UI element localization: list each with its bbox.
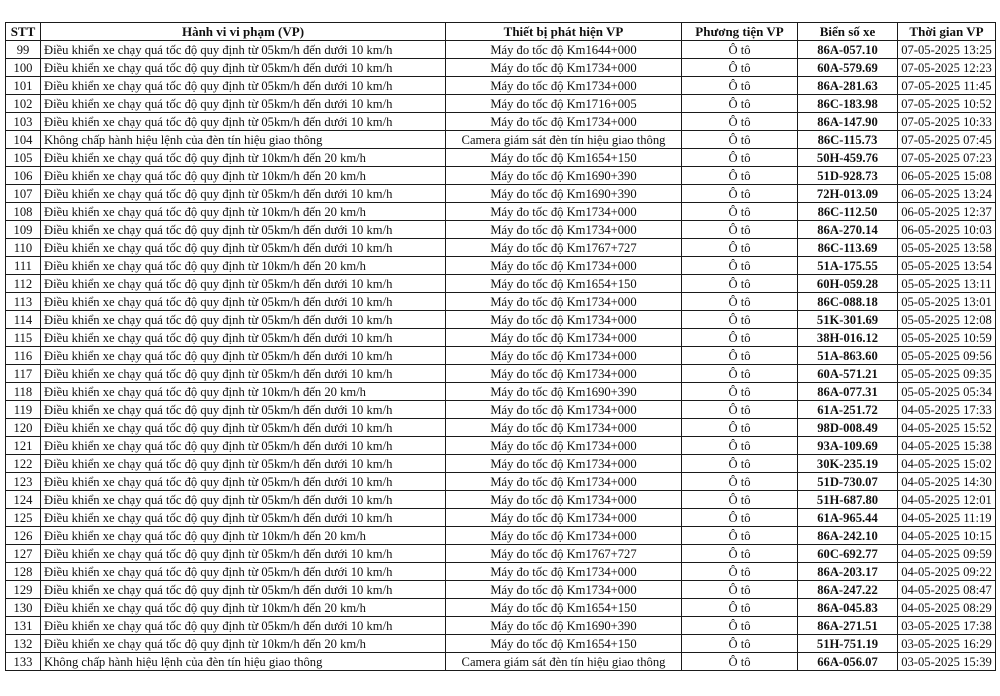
- cell-violation: Điều khiển xe chạy quá tốc độ quy định từ 05km/h đến dưới 10 km/h: [41, 419, 446, 437]
- cell-stt: 126: [6, 527, 41, 545]
- cell-time: 04-05-2025 15:38: [898, 437, 996, 455]
- table-row: [6, 653, 996, 671]
- cell-plate: 51H-751.19: [798, 635, 898, 653]
- cell-plate: 30K-235.19: [798, 455, 898, 473]
- cell-stt: 119: [6, 401, 41, 419]
- cell-vehicle: Ô tô: [682, 581, 798, 599]
- cell-stt: 107: [6, 185, 41, 203]
- cell-time: 04-05-2025 15:02: [898, 455, 996, 473]
- cell-device: Máy đo tốc độ Km1734+000: [446, 59, 682, 77]
- cell-stt: 125: [6, 509, 41, 527]
- cell-violation: Điều khiển xe chạy quá tốc độ quy định từ 05km/h đến dưới 10 km/h: [41, 221, 446, 239]
- cell-device: Máy đo tốc độ Km1734+000: [446, 401, 682, 419]
- cell-time: 04-05-2025 12:01: [898, 491, 996, 509]
- cell-vehicle: Ô tô: [682, 527, 798, 545]
- table-row: [6, 131, 996, 149]
- cell-vehicle: Ô tô: [682, 77, 798, 95]
- cell-device: Máy đo tốc độ Km1734+000: [446, 77, 682, 95]
- table-row: [6, 293, 996, 311]
- cell-vehicle: Ô tô: [682, 95, 798, 113]
- cell-vehicle: Ô tô: [682, 563, 798, 581]
- cell-plate: 72H-013.09: [798, 185, 898, 203]
- cell-stt: 110: [6, 239, 41, 257]
- cell-stt: 113: [6, 293, 41, 311]
- table-row: [6, 59, 996, 77]
- cell-time: 06-05-2025 15:08: [898, 167, 996, 185]
- table-row: [6, 185, 996, 203]
- cell-plate: 61A-251.72: [798, 401, 898, 419]
- cell-plate: 51D-928.73: [798, 167, 898, 185]
- cell-device: Máy đo tốc độ Km1734+000: [446, 455, 682, 473]
- table-row: [6, 275, 996, 293]
- cell-stt: 103: [6, 113, 41, 131]
- cell-violation: Điều khiển xe chạy quá tốc độ quy định từ 05km/h đến dưới 10 km/h: [41, 293, 446, 311]
- cell-time: 07-05-2025 12:23: [898, 59, 996, 77]
- cell-time: 07-05-2025 13:25: [898, 41, 996, 59]
- cell-stt: 131: [6, 617, 41, 635]
- table-row: [6, 419, 996, 437]
- cell-vehicle: Ô tô: [682, 545, 798, 563]
- cell-device: Máy đo tốc độ Km1734+000: [446, 113, 682, 131]
- cell-plate: 38H-016.12: [798, 329, 898, 347]
- cell-plate: 93A-109.69: [798, 437, 898, 455]
- cell-stt: 101: [6, 77, 41, 95]
- cell-violation: Điều khiển xe chạy quá tốc độ quy định từ 05km/h đến dưới 10 km/h: [41, 59, 446, 77]
- cell-stt: 115: [6, 329, 41, 347]
- cell-plate: 60H-059.28: [798, 275, 898, 293]
- cell-time: 04-05-2025 11:19: [898, 509, 996, 527]
- cell-device: Máy đo tốc độ Km1690+390: [446, 185, 682, 203]
- table-row: [6, 347, 996, 365]
- table-row: [6, 581, 996, 599]
- cell-time: 04-05-2025 17:33: [898, 401, 996, 419]
- table-row: [6, 617, 996, 635]
- cell-time: 05-05-2025 13:54: [898, 257, 996, 275]
- cell-device: Máy đo tốc độ Km1734+000: [446, 563, 682, 581]
- cell-stt: 128: [6, 563, 41, 581]
- cell-device: Máy đo tốc độ Km1734+000: [446, 347, 682, 365]
- cell-vehicle: Ô tô: [682, 275, 798, 293]
- cell-time: 05-05-2025 09:56: [898, 347, 996, 365]
- cell-violation: Điều khiển xe chạy quá tốc độ quy định từ 10km/h đến 20 km/h: [41, 149, 446, 167]
- cell-stt: 99: [6, 41, 41, 59]
- cell-time: 07-05-2025 10:52: [898, 95, 996, 113]
- cell-vehicle: Ô tô: [682, 311, 798, 329]
- cell-vehicle: Ô tô: [682, 221, 798, 239]
- cell-device: Máy đo tốc độ Km1690+390: [446, 383, 682, 401]
- cell-time: 05-05-2025 09:35: [898, 365, 996, 383]
- cell-violation: Điều khiển xe chạy quá tốc độ quy định từ 05km/h đến dưới 10 km/h: [41, 401, 446, 419]
- cell-device: Máy đo tốc độ Km1654+150: [446, 635, 682, 653]
- cell-vehicle: Ô tô: [682, 635, 798, 653]
- header-violation: Hành vi vi phạm (VP): [41, 23, 446, 41]
- cell-stt: 127: [6, 545, 41, 563]
- cell-violation: Điều khiển xe chạy quá tốc độ quy định từ 05km/h đến dưới 10 km/h: [41, 365, 446, 383]
- table-row: [6, 527, 996, 545]
- cell-stt: 123: [6, 473, 41, 491]
- cell-time: 05-05-2025 05:34: [898, 383, 996, 401]
- cell-violation: Điều khiển xe chạy quá tốc độ quy định từ 05km/h đến dưới 10 km/h: [41, 239, 446, 257]
- cell-device: Máy đo tốc độ Km1654+150: [446, 599, 682, 617]
- cell-violation: Điều khiển xe chạy quá tốc độ quy định từ 05km/h đến dưới 10 km/h: [41, 455, 446, 473]
- cell-violation: Điều khiển xe chạy quá tốc độ quy định từ 05km/h đến dưới 10 km/h: [41, 113, 446, 131]
- cell-device: Máy đo tốc độ Km1644+000: [446, 41, 682, 59]
- table-row: [6, 41, 996, 59]
- violations-table-wrapper: [5, 22, 996, 671]
- cell-violation: Điều khiển xe chạy quá tốc độ quy định từ 05km/h đến dưới 10 km/h: [41, 545, 446, 563]
- table-row: [6, 455, 996, 473]
- table-row: [6, 257, 996, 275]
- cell-violation: Điều khiển xe chạy quá tốc độ quy định từ 05km/h đến dưới 10 km/h: [41, 617, 446, 635]
- cell-device: Máy đo tốc độ Km1654+150: [446, 149, 682, 167]
- cell-vehicle: Ô tô: [682, 167, 798, 185]
- cell-stt: 111: [6, 257, 41, 275]
- cell-plate: 60A-571.21: [798, 365, 898, 383]
- cell-violation: Điều khiển xe chạy quá tốc độ quy định từ 10km/h đến 20 km/h: [41, 527, 446, 545]
- cell-vehicle: Ô tô: [682, 455, 798, 473]
- cell-device: Máy đo tốc độ Km1767+727: [446, 239, 682, 257]
- cell-vehicle: Ô tô: [682, 347, 798, 365]
- cell-device: Máy đo tốc độ Km1734+000: [446, 329, 682, 347]
- cell-plate: 60C-692.77: [798, 545, 898, 563]
- cell-stt: 104: [6, 131, 41, 149]
- table-row: [6, 635, 996, 653]
- cell-plate: 98D-008.49: [798, 419, 898, 437]
- cell-time: 05-05-2025 13:11: [898, 275, 996, 293]
- cell-violation: Điều khiển xe chạy quá tốc độ quy định từ 05km/h đến dưới 10 km/h: [41, 491, 446, 509]
- cell-plate: 66A-056.07: [798, 653, 898, 671]
- table-row: [6, 167, 996, 185]
- cell-plate: 86A-203.17: [798, 563, 898, 581]
- cell-time: 03-05-2025 17:38: [898, 617, 996, 635]
- cell-stt: 106: [6, 167, 41, 185]
- cell-violation: Điều khiển xe chạy quá tốc độ quy định từ 10km/h đến 20 km/h: [41, 635, 446, 653]
- table-row: [6, 491, 996, 509]
- cell-device: Máy đo tốc độ Km1734+000: [446, 419, 682, 437]
- cell-vehicle: Ô tô: [682, 329, 798, 347]
- cell-time: 07-05-2025 07:23: [898, 149, 996, 167]
- cell-plate: 86A-271.51: [798, 617, 898, 635]
- cell-violation: Không chấp hành hiệu lệnh của đèn tín hiệu giao thông: [41, 653, 446, 671]
- cell-plate: 86A-147.90: [798, 113, 898, 131]
- cell-time: 05-05-2025 13:58: [898, 239, 996, 257]
- cell-vehicle: Ô tô: [682, 617, 798, 635]
- cell-violation: Điều khiển xe chạy quá tốc độ quy định từ 05km/h đến dưới 10 km/h: [41, 41, 446, 59]
- cell-violation: Điều khiển xe chạy quá tốc độ quy định từ 05km/h đến dưới 10 km/h: [41, 347, 446, 365]
- cell-time: 04-05-2025 10:15: [898, 527, 996, 545]
- cell-time: 05-05-2025 12:08: [898, 311, 996, 329]
- cell-plate: 86C-115.73: [798, 131, 898, 149]
- header-plate: Biển số xe: [798, 23, 898, 41]
- table-row: [6, 545, 996, 563]
- cell-plate: 60A-579.69: [798, 59, 898, 77]
- cell-stt: 120: [6, 419, 41, 437]
- header-time: Thời gian VP: [898, 23, 996, 41]
- cell-plate: 86A-077.31: [798, 383, 898, 401]
- cell-stt: 112: [6, 275, 41, 293]
- cell-time: 06-05-2025 12:37: [898, 203, 996, 221]
- cell-device: Máy đo tốc độ Km1734+000: [446, 473, 682, 491]
- cell-vehicle: Ô tô: [682, 131, 798, 149]
- cell-device: Máy đo tốc độ Km1734+000: [446, 203, 682, 221]
- cell-violation: Điều khiển xe chạy quá tốc độ quy định từ 05km/h đến dưới 10 km/h: [41, 275, 446, 293]
- cell-violation: Điều khiển xe chạy quá tốc độ quy định từ 10km/h đến 20 km/h: [41, 257, 446, 275]
- cell-stt: 117: [6, 365, 41, 383]
- cell-vehicle: Ô tô: [682, 437, 798, 455]
- cell-plate: 51A-863.60: [798, 347, 898, 365]
- table-row: [6, 329, 996, 347]
- cell-device: Máy đo tốc độ Km1654+150: [446, 275, 682, 293]
- table-row: [6, 95, 996, 113]
- cell-vehicle: Ô tô: [682, 365, 798, 383]
- cell-vehicle: Ô tô: [682, 257, 798, 275]
- cell-violation: Điều khiển xe chạy quá tốc độ quy định từ 05km/h đến dưới 10 km/h: [41, 95, 446, 113]
- cell-stt: 108: [6, 203, 41, 221]
- cell-device: Máy đo tốc độ Km1734+000: [446, 581, 682, 599]
- cell-plate: 86C-183.98: [798, 95, 898, 113]
- cell-vehicle: Ô tô: [682, 401, 798, 419]
- header-vehicle: Phương tiện VP: [682, 23, 798, 41]
- cell-stt: 118: [6, 383, 41, 401]
- cell-stt: 105: [6, 149, 41, 167]
- table-row: [6, 473, 996, 491]
- table-row: [6, 563, 996, 581]
- cell-stt: 133: [6, 653, 41, 671]
- cell-vehicle: Ô tô: [682, 509, 798, 527]
- table-row: [6, 77, 996, 95]
- cell-vehicle: Ô tô: [682, 293, 798, 311]
- table-row: [6, 203, 996, 221]
- cell-device: Máy đo tốc độ Km1734+000: [446, 365, 682, 383]
- cell-plate: 86A-057.10: [798, 41, 898, 59]
- cell-device: Máy đo tốc độ Km1734+000: [446, 491, 682, 509]
- cell-vehicle: Ô tô: [682, 113, 798, 131]
- cell-violation: Điều khiển xe chạy quá tốc độ quy định từ 05km/h đến dưới 10 km/h: [41, 77, 446, 95]
- table-header-row: [6, 23, 996, 41]
- cell-device: Camera giám sát đèn tín hiệu giao thông: [446, 131, 682, 149]
- violations-table: [5, 22, 996, 671]
- cell-vehicle: Ô tô: [682, 383, 798, 401]
- cell-time: 07-05-2025 11:45: [898, 77, 996, 95]
- cell-device: Máy đo tốc độ Km1734+000: [446, 257, 682, 275]
- cell-violation: Điều khiển xe chạy quá tốc độ quy định từ 05km/h đến dưới 10 km/h: [41, 437, 446, 455]
- cell-stt: 109: [6, 221, 41, 239]
- cell-violation: Điều khiển xe chạy quá tốc độ quy định từ 05km/h đến dưới 10 km/h: [41, 329, 446, 347]
- cell-vehicle: Ô tô: [682, 491, 798, 509]
- table-row: [6, 149, 996, 167]
- cell-stt: 132: [6, 635, 41, 653]
- cell-vehicle: Ô tô: [682, 203, 798, 221]
- table-row: [6, 599, 996, 617]
- cell-plate: 51A-175.55: [798, 257, 898, 275]
- cell-device: Máy đo tốc độ Km1734+000: [446, 509, 682, 527]
- cell-plate: 61A-965.44: [798, 509, 898, 527]
- cell-plate: 86A-247.22: [798, 581, 898, 599]
- cell-device: Máy đo tốc độ Km1716+005: [446, 95, 682, 113]
- cell-time: 04-05-2025 15:52: [898, 419, 996, 437]
- cell-time: 04-05-2025 09:22: [898, 563, 996, 581]
- cell-device: Máy đo tốc độ Km1734+000: [446, 311, 682, 329]
- cell-vehicle: Ô tô: [682, 239, 798, 257]
- header-device: Thiết bị phát hiện VP: [446, 23, 682, 41]
- cell-plate: 86C-088.18: [798, 293, 898, 311]
- cell-vehicle: Ô tô: [682, 41, 798, 59]
- cell-plate: 86C-113.69: [798, 239, 898, 257]
- cell-time: 03-05-2025 16:29: [898, 635, 996, 653]
- table-row: [6, 365, 996, 383]
- cell-vehicle: Ô tô: [682, 59, 798, 77]
- cell-violation: Điều khiển xe chạy quá tốc độ quy định từ 05km/h đến dưới 10 km/h: [41, 563, 446, 581]
- cell-violation: Điều khiển xe chạy quá tốc độ quy định từ 05km/h đến dưới 10 km/h: [41, 311, 446, 329]
- cell-time: 06-05-2025 13:24: [898, 185, 996, 203]
- cell-device: Máy đo tốc độ Km1734+000: [446, 527, 682, 545]
- cell-stt: 116: [6, 347, 41, 365]
- cell-violation: Không chấp hành hiệu lệnh của đèn tín hiệu giao thông: [41, 131, 446, 149]
- cell-stt: 130: [6, 599, 41, 617]
- cell-plate: 51H-687.80: [798, 491, 898, 509]
- cell-violation: Điều khiển xe chạy quá tốc độ quy định từ 10km/h đến 20 km/h: [41, 383, 446, 401]
- cell-device: Máy đo tốc độ Km1734+000: [446, 293, 682, 311]
- table-row: [6, 221, 996, 239]
- table-row: [6, 311, 996, 329]
- cell-plate: 86C-112.50: [798, 203, 898, 221]
- cell-time: 06-05-2025 10:03: [898, 221, 996, 239]
- cell-device: Camera giám sát đèn tín hiệu giao thông: [446, 653, 682, 671]
- cell-plate: 51D-730.07: [798, 473, 898, 491]
- cell-time: 07-05-2025 07:45: [898, 131, 996, 149]
- cell-stt: 114: [6, 311, 41, 329]
- cell-time: 04-05-2025 08:47: [898, 581, 996, 599]
- table-row: [6, 239, 996, 257]
- cell-violation: Điều khiển xe chạy quá tốc độ quy định từ 10km/h đến 20 km/h: [41, 203, 446, 221]
- cell-stt: 102: [6, 95, 41, 113]
- cell-plate: 51K-301.69: [798, 311, 898, 329]
- table-row: [6, 509, 996, 527]
- cell-violation: Điều khiển xe chạy quá tốc độ quy định từ 05km/h đến dưới 10 km/h: [41, 185, 446, 203]
- cell-device: Máy đo tốc độ Km1734+000: [446, 437, 682, 455]
- cell-vehicle: Ô tô: [682, 419, 798, 437]
- table-row: [6, 113, 996, 131]
- cell-violation: Điều khiển xe chạy quá tốc độ quy định từ 05km/h đến dưới 10 km/h: [41, 509, 446, 527]
- cell-stt: 122: [6, 455, 41, 473]
- cell-device: Máy đo tốc độ Km1690+390: [446, 167, 682, 185]
- cell-vehicle: Ô tô: [682, 473, 798, 491]
- table-row: [6, 401, 996, 419]
- cell-vehicle: Ô tô: [682, 149, 798, 167]
- cell-device: Máy đo tốc độ Km1734+000: [446, 221, 682, 239]
- cell-vehicle: Ô tô: [682, 599, 798, 617]
- table-row: [6, 383, 996, 401]
- cell-violation: Điều khiển xe chạy quá tốc độ quy định từ 05km/h đến dưới 10 km/h: [41, 473, 446, 491]
- cell-plate: 86A-045.83: [798, 599, 898, 617]
- cell-stt: 100: [6, 59, 41, 77]
- cell-time: 04-05-2025 14:30: [898, 473, 996, 491]
- cell-device: Máy đo tốc độ Km1690+390: [446, 617, 682, 635]
- cell-time: 07-05-2025 10:33: [898, 113, 996, 131]
- cell-device: Máy đo tốc độ Km1767+727: [446, 545, 682, 563]
- cell-plate: 86A-281.63: [798, 77, 898, 95]
- cell-plate: 86A-270.14: [798, 221, 898, 239]
- cell-stt: 124: [6, 491, 41, 509]
- cell-time: 05-05-2025 10:59: [898, 329, 996, 347]
- header-stt: STT: [6, 23, 41, 41]
- cell-violation: Điều khiển xe chạy quá tốc độ quy định từ 10km/h đến 20 km/h: [41, 167, 446, 185]
- cell-time: 04-05-2025 08:29: [898, 599, 996, 617]
- cell-vehicle: Ô tô: [682, 185, 798, 203]
- cell-vehicle: Ô tô: [682, 653, 798, 671]
- cell-stt: 129: [6, 581, 41, 599]
- cell-time: 03-05-2025 15:39: [898, 653, 996, 671]
- cell-time: 05-05-2025 13:01: [898, 293, 996, 311]
- table-body: [6, 41, 996, 671]
- cell-time: 04-05-2025 09:59: [898, 545, 996, 563]
- cell-violation: Điều khiển xe chạy quá tốc độ quy định từ 05km/h đến dưới 10 km/h: [41, 581, 446, 599]
- cell-stt: 121: [6, 437, 41, 455]
- cell-plate: 86A-242.10: [798, 527, 898, 545]
- cell-violation: Điều khiển xe chạy quá tốc độ quy định từ 10km/h đến 20 km/h: [41, 599, 446, 617]
- cell-plate: 50H-459.76: [798, 149, 898, 167]
- table-row: [6, 437, 996, 455]
